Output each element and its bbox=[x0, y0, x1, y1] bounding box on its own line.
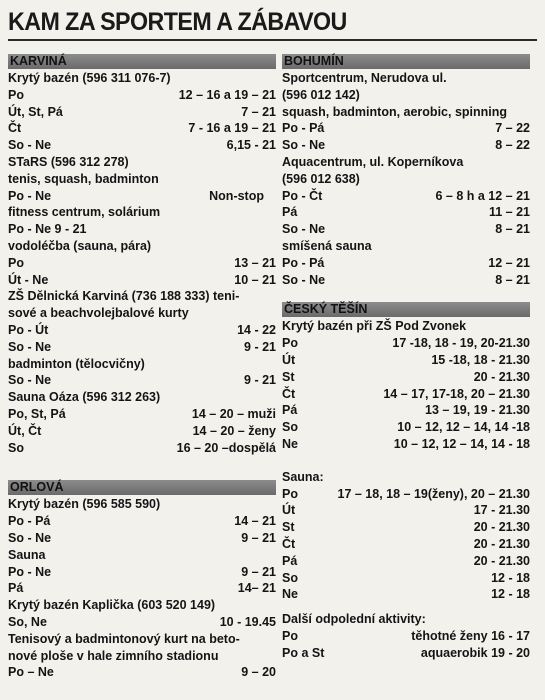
schedule-hours: 13 – 19, 19 - 21.30 bbox=[425, 403, 530, 418]
schedule-hours: 9 - 21 bbox=[244, 373, 276, 388]
schedule-hours: 14 – 21 bbox=[234, 514, 276, 529]
schedule-day: St bbox=[282, 369, 295, 384]
venue-heading: vodoléčba (sauna, pára) bbox=[8, 238, 152, 253]
schedule-row bbox=[282, 188, 530, 205]
schedule-row bbox=[8, 87, 276, 104]
schedule-row bbox=[282, 586, 530, 603]
schedule-hours: 8 – 21 bbox=[495, 272, 530, 287]
schedule-row bbox=[8, 339, 276, 356]
schedule-hours: aquaerobik 19 - 20 bbox=[420, 645, 530, 660]
schedule-row bbox=[282, 628, 530, 645]
schedule-row bbox=[282, 486, 530, 503]
venue-heading: Sauna bbox=[8, 547, 46, 562]
schedule-day: So, Ne bbox=[8, 614, 47, 629]
schedule-row bbox=[282, 369, 530, 386]
schedule-hours: 20 - 21.30 bbox=[473, 520, 530, 535]
schedule-hours: 8 – 22 bbox=[495, 138, 530, 153]
section-head-orlova: ORLOVÁ bbox=[8, 480, 276, 495]
schedule-hours: 13 – 21 bbox=[234, 255, 276, 270]
schedule-hours: 7 – 21 bbox=[241, 104, 276, 119]
venue-heading: Krytý bazén při ZŠ Pod Zvonek bbox=[282, 319, 467, 334]
schedule-hours: 20 - 21.30 bbox=[473, 369, 530, 384]
schedule-day: So - Ne bbox=[8, 373, 52, 388]
schedule-day: Po a St bbox=[282, 645, 325, 660]
schedule-day: Út bbox=[282, 352, 296, 367]
schedule-day: Pá bbox=[282, 205, 298, 220]
schedule-hours: 8 – 21 bbox=[495, 222, 530, 237]
section-sauna bbox=[282, 469, 530, 603]
left-column bbox=[8, 54, 276, 681]
schedule-row bbox=[282, 502, 530, 519]
schedule-day: Čt bbox=[8, 121, 22, 136]
title-rule bbox=[8, 39, 537, 41]
venue-heading: fitness centrum, solárium bbox=[8, 205, 161, 220]
schedule-row bbox=[282, 536, 530, 553]
schedule-day: Po - Pá bbox=[282, 255, 325, 270]
schedule-day: Út, Čt bbox=[8, 423, 42, 438]
schedule-row bbox=[8, 614, 276, 631]
schedule-day: Pá bbox=[282, 553, 298, 568]
schedule-day: Po - Pá bbox=[282, 121, 325, 136]
schedule-day: Po - Pá bbox=[8, 514, 51, 529]
venue-heading: (596 012 142) bbox=[282, 87, 360, 102]
schedule-hours: 17 – 18, 18 – 19(ženy), 20 – 21.30 bbox=[337, 486, 530, 501]
schedule-hours: 14 – 20 – ženy bbox=[192, 423, 276, 438]
schedule-row bbox=[8, 255, 276, 272]
section-bohumin bbox=[282, 70, 530, 288]
schedule-row bbox=[282, 570, 530, 587]
section-karvina bbox=[8, 70, 276, 456]
schedule-hours: 6 – 8 h a 12 – 21 bbox=[435, 188, 530, 203]
schedule-row bbox=[8, 513, 276, 530]
section-dalsi bbox=[282, 611, 530, 661]
schedule-row bbox=[8, 564, 276, 581]
schedule-day: Po - Ne 9 - 21 bbox=[8, 222, 87, 237]
schedule-day: So bbox=[282, 420, 298, 435]
schedule-row bbox=[282, 386, 530, 403]
schedule-row bbox=[282, 402, 530, 419]
schedule-row bbox=[282, 436, 530, 453]
schedule-day: Po bbox=[282, 628, 298, 643]
schedule-day: Po - Čt bbox=[282, 188, 323, 203]
schedule-day: Po – Ne bbox=[8, 665, 54, 680]
schedule-day: Ne bbox=[282, 587, 298, 602]
schedule-row bbox=[282, 255, 530, 272]
schedule-hours: 10 – 12, 12 – 14, 14 - 18 bbox=[393, 436, 530, 451]
schedule-day: So bbox=[282, 570, 298, 585]
schedule-hours: 16 – 20 –dospělá bbox=[176, 440, 276, 455]
schedule-row bbox=[8, 580, 276, 597]
section-orlova bbox=[8, 496, 276, 681]
schedule-hours: 9 – 21 bbox=[241, 530, 276, 545]
schedule-row bbox=[282, 204, 530, 221]
schedule-day: Pá bbox=[8, 581, 24, 596]
venue-heading: Tenisový a badmintonový kurt na beto- bbox=[8, 631, 240, 646]
schedule-row bbox=[282, 137, 530, 154]
schedule-hours: 12 - 18 bbox=[491, 587, 530, 602]
section-head-tesin: ČESKÝ TĚŠÍN bbox=[282, 302, 530, 317]
schedule-row bbox=[282, 645, 530, 662]
schedule-day: St bbox=[282, 520, 295, 535]
schedule-hours: 20 - 21.30 bbox=[473, 553, 530, 568]
schedule-day: Pá bbox=[282, 403, 298, 418]
schedule-row bbox=[282, 553, 530, 570]
schedule-day: Po, St, Pá bbox=[8, 406, 66, 421]
schedule-day: So - Ne bbox=[8, 530, 52, 545]
schedule-hours: 20 - 21.30 bbox=[473, 536, 530, 551]
schedule-row bbox=[8, 406, 276, 423]
schedule-row bbox=[8, 120, 276, 137]
schedule-row bbox=[282, 120, 530, 137]
schedule-row bbox=[8, 188, 276, 205]
schedule-hours: 10 - 19.45 bbox=[219, 614, 276, 629]
section-tesin bbox=[282, 318, 530, 452]
schedule-day: So - Ne bbox=[282, 138, 326, 153]
schedule-hours: Non-stop bbox=[209, 188, 264, 203]
schedule-day: Út, St, Pá bbox=[8, 104, 63, 119]
venue-heading: Sportcentrum, Nerudova ul. bbox=[282, 71, 447, 85]
schedule-row bbox=[8, 530, 276, 547]
schedule-hours: 12 – 21 bbox=[488, 255, 530, 270]
schedule-hours: těhotné ženy 16 - 17 bbox=[411, 628, 530, 643]
schedule-row bbox=[282, 272, 530, 289]
schedule-row bbox=[8, 272, 276, 289]
schedule-hours: 7 - 16 a 19 – 21 bbox=[188, 121, 276, 136]
schedule-hours: 12 - 18 bbox=[491, 570, 530, 585]
schedule-day: Po bbox=[8, 255, 24, 270]
schedule-day: Po - Út bbox=[8, 322, 49, 337]
schedule-day: So - Ne bbox=[282, 272, 326, 287]
schedule-hours: 10 – 12, 12 – 14, 14 -18 bbox=[397, 420, 530, 435]
schedule-day: So bbox=[8, 440, 24, 455]
schedule-hours: 10 – 21 bbox=[234, 272, 276, 287]
venue-heading: squash, badminton, aerobic, spinning bbox=[282, 104, 508, 119]
venue-heading: tenis, squash, badminton bbox=[8, 171, 159, 186]
schedule-hours: 14 – 17, 17-18, 20 – 21.30 bbox=[383, 386, 530, 401]
venue-heading: Krytý bazén (596 585 590) bbox=[8, 497, 161, 512]
schedule-day: So - Ne bbox=[282, 222, 326, 237]
venue-heading: Krytý bazén (596 311 076-7) bbox=[8, 71, 171, 85]
venue-heading: (596 012 638) bbox=[282, 171, 360, 186]
schedule-day: Po bbox=[282, 486, 298, 501]
schedule-row bbox=[8, 221, 276, 238]
schedule-row bbox=[282, 519, 530, 536]
schedule-day: Po - Ne bbox=[8, 564, 52, 579]
schedule-row bbox=[282, 419, 530, 436]
schedule-row bbox=[8, 423, 276, 440]
venue-heading: Aquacentrum, ul. Koperníkova bbox=[282, 154, 464, 169]
schedule-hours: 14 - 22 bbox=[237, 322, 276, 337]
schedule-hours: 7 – 22 bbox=[495, 121, 530, 136]
venue-heading: STaRS (596 312 278) bbox=[8, 154, 129, 169]
venue-heading: sové a beachvolejbalové kurty bbox=[8, 306, 189, 321]
schedule-hours: 14– 21 bbox=[237, 581, 276, 596]
schedule-day: Čt bbox=[282, 386, 296, 401]
schedule-hours: 9 – 21 bbox=[241, 564, 276, 579]
schedule-row bbox=[282, 221, 530, 238]
schedule-hours: 6,15 - 21 bbox=[226, 138, 276, 153]
schedule-day: So - Ne bbox=[8, 339, 52, 354]
schedule-hours: 12 – 16 a 19 – 21 bbox=[178, 87, 276, 102]
schedule-hours: 15 -18, 18 - 21.30 bbox=[431, 352, 530, 367]
schedule-row bbox=[8, 664, 276, 681]
schedule-day: Po bbox=[8, 87, 24, 102]
venue-heading: Krytý bazén Kaplička (603 520 149) bbox=[8, 598, 216, 613]
schedule-day: Po - Ne bbox=[8, 188, 52, 203]
schedule-row bbox=[8, 104, 276, 121]
schedule-hours: 9 - 21 bbox=[244, 339, 276, 354]
schedule-row bbox=[282, 352, 530, 369]
schedule-row bbox=[8, 440, 276, 457]
venue-heading: ZŠ Dělnická Karviná (736 188 333) teni- bbox=[8, 289, 240, 304]
section-head-bohumin: BOHUMÍN bbox=[282, 54, 530, 69]
schedule-row bbox=[8, 372, 276, 389]
schedule-day: Ne bbox=[282, 436, 298, 451]
page-title: KAM ZA SPORTEM A ZÁBAVOU bbox=[8, 8, 347, 36]
venue-heading: nové ploše v hale zimního stadionu bbox=[8, 648, 219, 663]
section-head-karvina: KARVINÁ bbox=[8, 54, 276, 69]
schedule-hours: 11 – 21 bbox=[488, 205, 530, 220]
schedule-hours: 17 -18, 18 - 19, 20-21.30 bbox=[392, 336, 530, 351]
venue-heading: Sauna: bbox=[282, 469, 324, 484]
venue-heading: badminton (tělocvičny) bbox=[8, 356, 145, 371]
schedule-day: So - Ne bbox=[8, 138, 52, 153]
schedule-row bbox=[8, 322, 276, 339]
venue-heading: Další odpolední aktivity: bbox=[282, 612, 426, 627]
right-column bbox=[282, 54, 530, 662]
schedule-day: Po bbox=[282, 336, 298, 351]
schedule-row bbox=[8, 137, 276, 154]
schedule-hours: 9 – 20 bbox=[241, 665, 276, 680]
venue-heading: smíšená sauna bbox=[282, 238, 372, 253]
schedule-hours: 17 - 21.30 bbox=[473, 503, 530, 518]
schedule-row bbox=[282, 335, 530, 352]
schedule-day: Út bbox=[282, 503, 296, 518]
schedule-hours: 14 – 20 – muži bbox=[191, 406, 276, 421]
schedule-day: Čt bbox=[282, 536, 296, 551]
venue-heading: Sauna Oáza (596 312 263) bbox=[8, 390, 161, 405]
schedule-day: Út - Ne bbox=[8, 272, 49, 287]
